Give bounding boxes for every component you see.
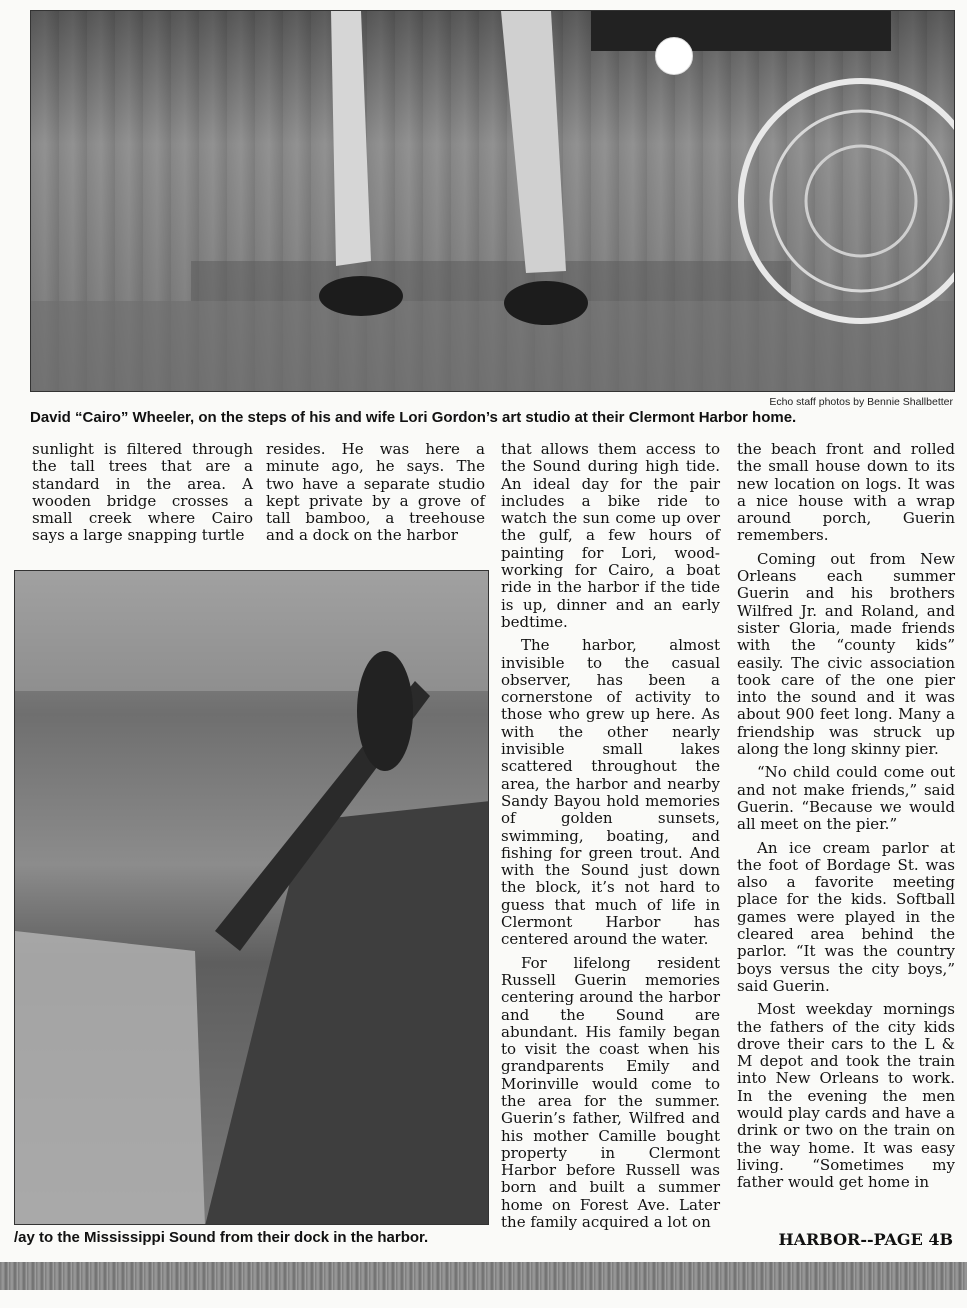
paragraph: the beach front and rolled the small house down to its new location on logs. It was a nice house with a wrap around porch, Guerin remembers. <box>737 440 955 545</box>
scan-edge-band <box>0 1262 967 1290</box>
porch-scene-illustration <box>31 11 955 392</box>
bottom-photo-caption: /ay to the Mississippi Sound from their dock in the harbor. <box>14 1229 429 1246</box>
dock-scene-illustration <box>15 571 489 1225</box>
paragraph: For lifelong resident Russell Guerin memories centering around the harbor and the Sound are abundant. His family began to visit the coast when his grandparents Emily and Morinville would come to the area for the summer. Guerin’s father, Wilfred and his mother Camille bought property in Clermont Harbor before Russell was born and built a summer home on Forest Ave. Later the family acquired a lot on <box>501 953 720 1232</box>
top-photo-caption: David “Cairo” Wheeler, on the steps of his and wife Lori Gordon’s art studio at their Clermont Harbor home. <box>30 409 797 426</box>
article-column-3 <box>501 441 720 1231</box>
punch-hole <box>655 37 693 75</box>
paragraph: Most weekday mornings the fathers of the city kids drove their cars to the L & M depot and took the train into New Orleans to work. In the evening the men would play cards and have a drink or two on the train on the way home. It was easy living. “Sometimes my father would get home in <box>737 1000 955 1192</box>
bottom-photo-dock-boat <box>14 570 489 1225</box>
article-column-1 <box>32 441 253 545</box>
paragraph: resides. He was here a minute ago, he says. The two have a separate studio kept private by a grove of tall bamboo, a treehouse and a dock on the harbor <box>266 440 485 545</box>
photo-credit: Echo staff photos by Bennie Shallbetter <box>769 396 953 408</box>
paragraph: An ice cream parlor at the foot of Bordage St. was also a favorite meeting place for the kids. Softball games were played in the cleared area behind the parlor. “It was the country boys versus the city boys,” said Guerin. <box>737 838 955 995</box>
jump-line: HARBOR--PAGE 4B <box>778 1230 953 1249</box>
paragraph: Coming out from New Orleans each summer Guerin and his brothers Wilfred Jr. and Roland, and sister Gloria, made friends with the “county kids” easily. The civic association took care of the one pier into the sound and it was about 900 feet long. Many a friendship was struck up along the long skinny pier. <box>737 549 955 759</box>
article-column-4 <box>737 441 955 1191</box>
paragraph: sunlight is filtered through the tall trees that are a standard in the area. A wooden bridge crosses a small creek where Cairo says a large snapping turtle <box>32 440 253 545</box>
paragraph: that allows them access to the Sound during high tide. An ideal day for the pair includes a bike ride to watch the sun come up over the gulf, a few hours of painting for Lori, wood-working for Cairo, a boat ride in the harbor if the tide is up, dinner and an early bedtime. <box>501 440 720 631</box>
article-column-2 <box>266 441 485 545</box>
paragraph: The harbor, almost invisible to the casual observer, has been a cornerstone of activity to those who grew up here. As with the other nearly invisible small lakes scattered throughout the area, the harbor and nearby Sandy Bayou hold memories of golden sunsets, swimming, boating, and fishing for green trout. And with the Sound just down the block, it’s not hard to guess that much of life in Clermont Harbor has centered around the water. <box>501 636 720 949</box>
top-photo-porch-steps <box>30 10 955 392</box>
paragraph: “No child could come out and not make friends,” said Guerin. “Because we would all meet on the pier.” <box>737 763 955 834</box>
